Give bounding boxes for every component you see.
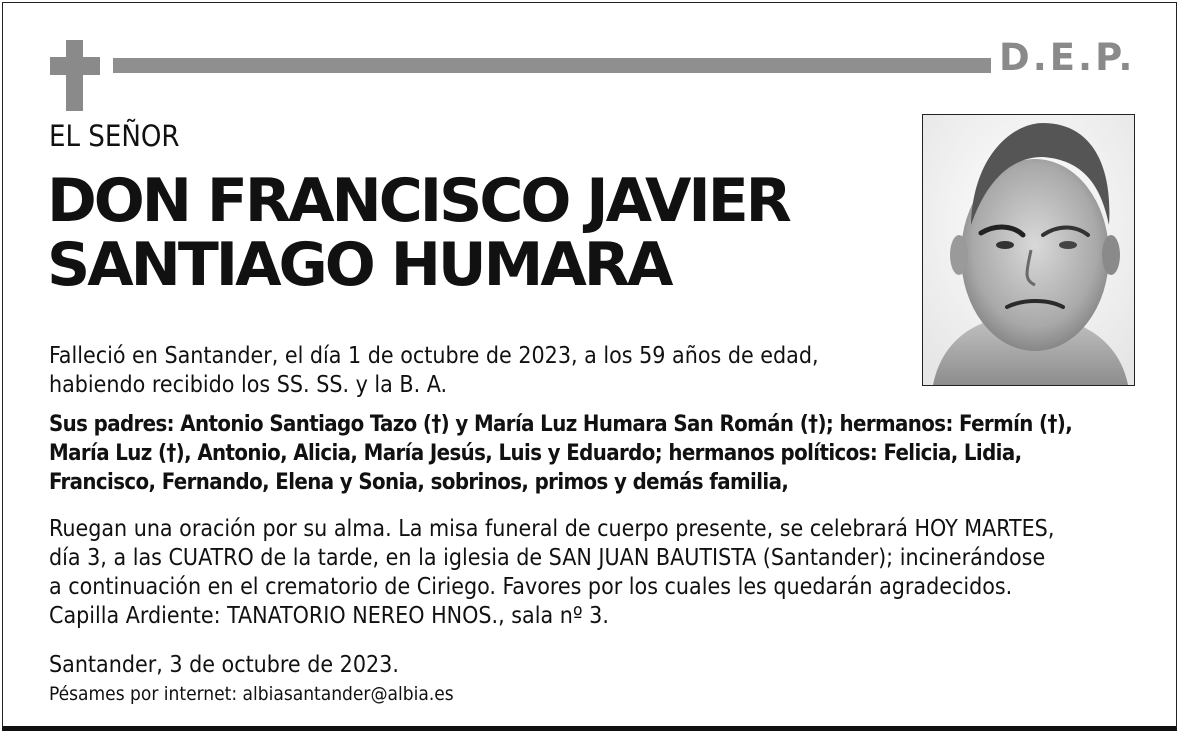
service-line: Ruegan una oración por su alma. La misa funeral de cuerpo presente, se celebrará HOY MARTES,	[49, 516, 1055, 542]
condolences-contact: Pésames por internet: albiasantander@albia.es	[49, 683, 454, 705]
family-line: Francisco, Fernando, Elena y Sonia, sobrinos, primos y demás familia,	[49, 470, 789, 495]
death-notice	[49, 342, 819, 400]
service-line: día 3, a las CUATRO de la tarde, en la iglesia de SAN JUAN BAUTISTA (Santander); incinerándose	[49, 545, 1046, 571]
deceased-portrait	[922, 114, 1135, 386]
family-line: María Luz (†), Antonio, Alicia, María Jesús, Luis y Eduardo; hermanos políticos: Felicia, Lidia,	[49, 441, 1022, 466]
cross-icon	[66, 40, 83, 111]
header-rule	[113, 58, 991, 73]
honorific-prefix: EL SEÑOR	[49, 119, 180, 153]
cross-icon-bar	[50, 57, 100, 75]
deceased-name-line-2: SANTIAGO HUMARA	[47, 230, 671, 300]
family-line: Sus padres: Antonio Santiago Tazo (†) y María Luz Humara San Román (†); hermanos: Fermín (†),	[49, 412, 1073, 437]
family-list	[49, 410, 1072, 497]
death-notice-line: habiendo recibido los SS. SS. y la B. A.	[49, 372, 448, 398]
service-line: Capilla Ardiente: TANATORIO NEREO HNOS., sala nº 3.	[49, 603, 609, 629]
portrait-image	[923, 115, 1134, 385]
place-date: Santander, 3 de octubre de 2023.	[49, 652, 399, 678]
dep-label: D.E.P.	[999, 36, 1136, 79]
death-notice-line: Falleció en Santander, el día 1 de octubre de 2023, a los 59 años de edad,	[49, 343, 819, 369]
deceased-name-line-1: DON FRANCISCO JAVIER	[47, 166, 789, 236]
deceased-name	[47, 166, 867, 300]
service-line: a continuación en el crematorio de Ciriego. Favores por los cuales les quedarán agradecidos.	[49, 574, 1013, 600]
service-details	[49, 515, 1054, 631]
obituary-card	[2, 2, 1177, 731]
